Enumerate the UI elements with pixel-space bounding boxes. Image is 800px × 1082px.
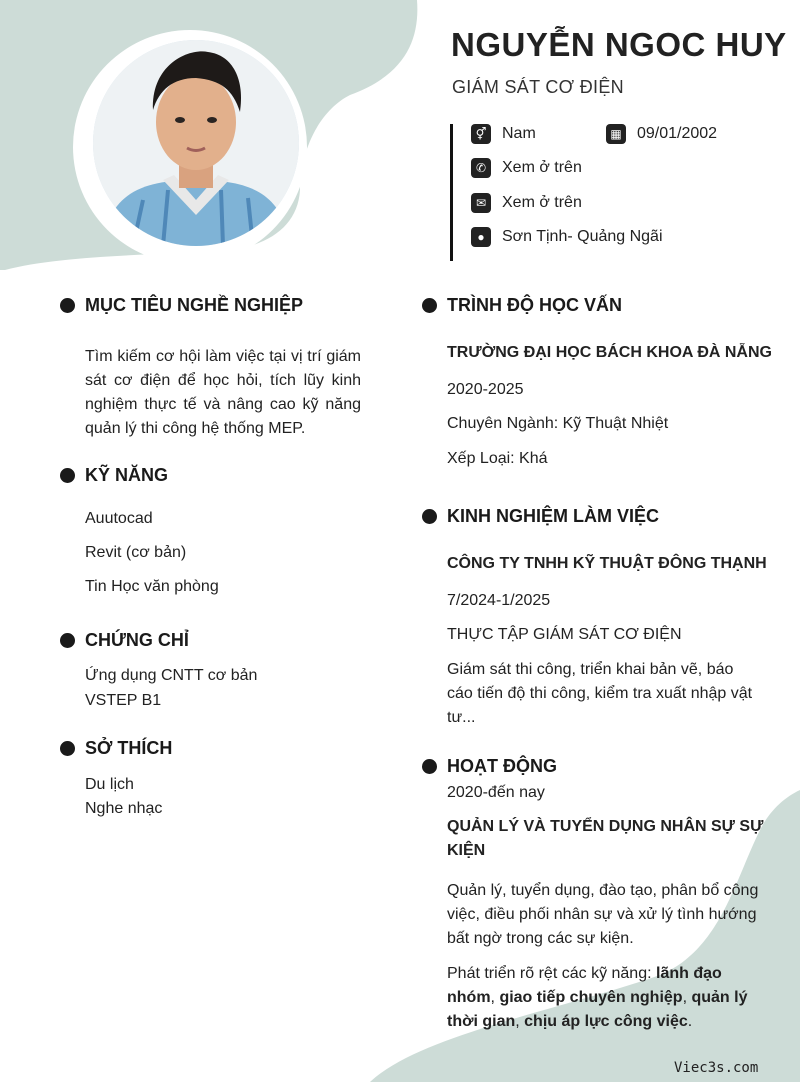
bullet-icon: [60, 468, 75, 483]
experience-description: Giám sát thi công, triển khai bản vẽ, báo cáo tiến độ thi công, kiểm tra xuất nhập vật tư...: [447, 661, 753, 726]
hobby-item: Du lịch: [85, 776, 134, 793]
objective-text: Tìm kiếm cơ hội làm việc tại vị trí giám sát cơ điện để học hỏi, tích lũy kinh nghiệm thực tế và nâng cao kỹ năng quản lý thi công hệ thống MEP.: [85, 348, 361, 437]
bullet-icon: [422, 298, 437, 313]
contact-divider: [450, 124, 453, 261]
birthdate-value: 09/01/2002: [637, 125, 718, 142]
contact-email: [471, 193, 582, 213]
bullet-icon: [422, 759, 437, 774]
activity-skill: quản lý thời gian: [447, 989, 748, 1030]
experience-company: CÔNG TY TNHH KỸ THUẬT ĐÔNG THẠNH: [447, 555, 767, 572]
experience-period: 7/2024-1/2025: [447, 592, 551, 609]
contact-address: [471, 227, 663, 247]
activity-role: QUẢN LÝ VÀ TUYỂN DỤNG NHÂN SỰ SỰ KIỆN: [447, 818, 764, 859]
gender-icon: ⚥: [471, 124, 491, 144]
skill-item: Auutocad: [85, 510, 153, 527]
section-activities-title: HOẠT ĐỘNG: [422, 756, 557, 777]
certificate-item: Ứng dụng CNTT cơ bản: [85, 667, 258, 684]
location-pin-icon: ●: [471, 227, 491, 247]
section-objective-title: MỤC TIÊU NGHỀ NGHIỆP: [60, 295, 303, 316]
section-experience-title: KINH NGHIỆM LÀM VIỆC: [422, 506, 659, 527]
activity-skill: giao tiếp chuyên nghiệp: [499, 989, 683, 1006]
activity-description: Quản lý, tuyển dụng, đào tạo, phân bổ công việc, điều phối nhân sự và xử lý tình hướng bất ngờ trong các sự kiện.: [447, 882, 759, 947]
profile-photo: [93, 40, 299, 246]
contact-gender: [471, 124, 536, 144]
activity-skills: Phát triển rõ rệt các kỹ năng: lãnh đạo nhóm, giao tiếp chuyên nghiệp, quản lý thời gian, chịu áp lực công việc.: [447, 965, 748, 1030]
section-hobbies-title: SỞ THÍCH: [60, 738, 172, 759]
calendar-icon: ▦: [606, 124, 626, 144]
hobby-item: Nghe nhạc: [85, 800, 163, 817]
phone-icon: ✆: [471, 158, 491, 178]
activity-skills-intro: Phát triển rõ rệt các kỹ năng:: [447, 965, 656, 982]
activity-skill: chịu áp lực công việc: [524, 1013, 688, 1030]
activity-skill: lãnh đạo nhóm: [447, 965, 722, 1006]
education-grade: Xếp Loại: Khá: [447, 450, 548, 467]
education-major: Chuyên Ngành: Kỹ Thuật Nhiệt: [447, 415, 669, 432]
candidate-role: GIÁM SÁT CƠ ĐIỆN: [452, 77, 624, 97]
activity-period: 2020-đến nay: [447, 784, 545, 801]
bullet-icon: [60, 741, 75, 756]
experience-position: THỰC TẬP GIÁM SÁT CƠ ĐIỆN: [447, 626, 682, 643]
watermark: Viec3s.com: [674, 1060, 759, 1076]
gender-value: Nam: [502, 125, 536, 142]
section-certificates-title: CHỨNG CHỈ: [60, 630, 189, 651]
email-value: Xem ở trên: [502, 194, 582, 211]
bullet-icon: [60, 298, 75, 313]
address-value: Sơn Tịnh- Quảng Ngãi: [502, 228, 663, 245]
education-period: 2020-2025: [447, 381, 524, 398]
mail-icon: ✉: [471, 193, 491, 213]
certificate-item: VSTEP B1: [85, 692, 162, 709]
education-school: TRƯỜNG ĐẠI HỌC BÁCH KHOA ĐÀ NẴNG: [447, 344, 772, 361]
phone-value: Xem ở trên: [502, 159, 582, 176]
section-education-title: TRÌNH ĐỘ HỌC VẤN: [422, 295, 622, 316]
candidate-name: NGUYỄN NGOC HUY: [451, 26, 787, 63]
skill-item: Revit (cơ bản): [85, 544, 187, 561]
contact-phone: [471, 158, 582, 178]
bullet-icon: [422, 509, 437, 524]
bullet-icon: [60, 633, 75, 648]
contact-birthdate: [606, 124, 717, 144]
skill-item: Tin Học văn phòng: [85, 578, 219, 595]
section-skills-title: KỸ NĂNG: [60, 465, 168, 486]
